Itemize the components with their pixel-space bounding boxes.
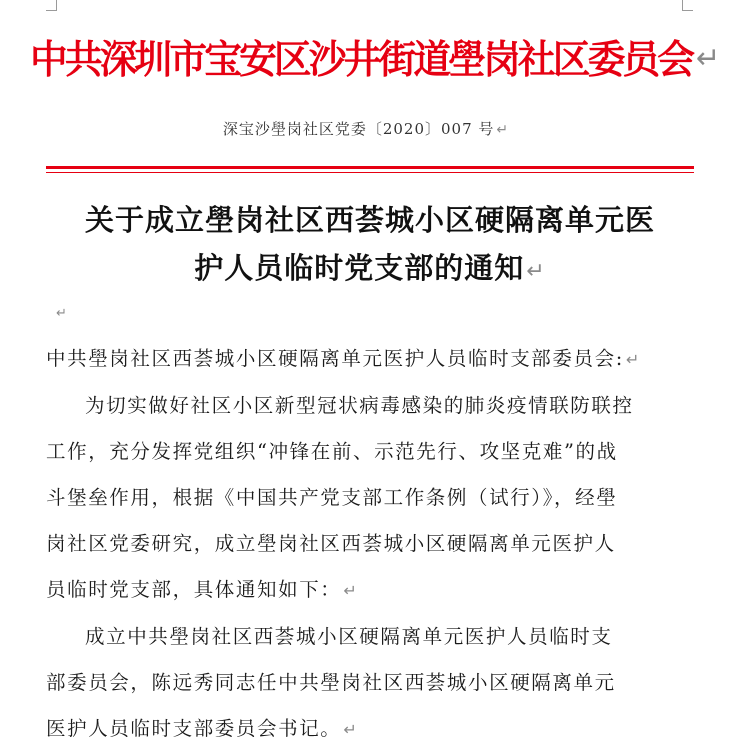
crop-mark-top-right <box>682 0 693 11</box>
masthead-text: 中共深圳市宝安区沙井街道壆岗社区委员会 <box>30 38 693 83</box>
notice-title <box>46 196 694 296</box>
salutation <box>46 336 696 383</box>
paragraph-mark-icon: ↵ <box>625 350 640 369</box>
paragraph-mark-icon: ↵ <box>526 259 546 284</box>
body-line-text: 医护人员临时支部委员会书记。 <box>46 717 342 740</box>
crop-mark-top-left <box>46 0 57 11</box>
empty-paragraph-mark-icon: ↵ <box>56 306 67 321</box>
body-line: 岗社区党委研究，成立壆岗社区西荟城小区硬隔离单元医护人 <box>46 532 616 555</box>
body-line: 为切实做好社区小区新型冠状病毒感染的肺炎疫情联防联控 <box>85 394 634 417</box>
masthead <box>30 36 721 86</box>
document-number <box>0 118 732 139</box>
paragraph-mark-icon: ↵ <box>695 41 721 76</box>
title-line-2-text: 护人员临时党支部的通知 <box>194 251 525 285</box>
body-line <box>46 567 696 614</box>
body-line: 部委员会，陈远秀同志任中共壆岗社区西荟城小区硬隔离单元 <box>46 671 616 694</box>
document-number-text: 深宝沙壆岗社区党委〔2020〕007 号 <box>222 120 495 138</box>
body-line: 工作，充分发挥党组织“冲锋在前、示范先行、攻坚克难”的战 <box>46 440 618 463</box>
body-line-text: 员临时党支部，具体通知如下： <box>46 578 342 601</box>
title-line-1: 关于成立壆岗社区西荟城小区硬隔离单元医 <box>84 203 655 237</box>
body-line: 斗堡垒作用，根据《中国共产党支部工作条例（试行）》，经壆 <box>46 486 618 509</box>
body-line <box>46 706 696 753</box>
notice-body <box>46 336 696 753</box>
paragraph-mark-icon: ↵ <box>496 122 510 138</box>
red-divider-thick <box>46 166 694 169</box>
paragraph-mark-icon: ↵ <box>343 581 357 600</box>
title-line-2 <box>46 244 694 296</box>
paragraph-mark-icon: ↵ <box>343 720 357 739</box>
body-line: 成立中共壆岗社区西荟城小区硬隔离单元医护人员临时支 <box>85 625 613 648</box>
red-divider-thin <box>46 172 694 173</box>
salutation-text: 中共壆岗社区西荟城小区硬隔离单元医护人员临时支部委员会: <box>46 347 624 370</box>
